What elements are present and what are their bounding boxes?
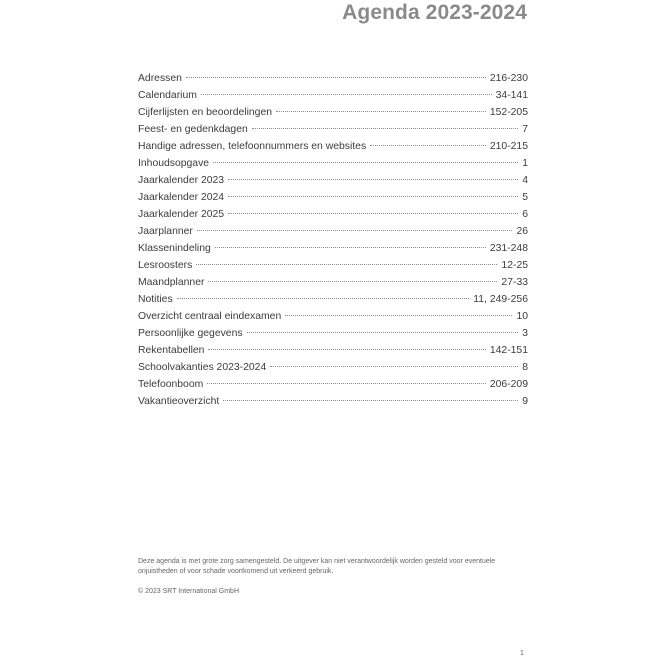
toc-entry-label: Jaarkalender 2023 bbox=[138, 175, 225, 186]
toc-entry-pages: 27-33 bbox=[501, 277, 528, 288]
toc-entry-pages: 1 bbox=[522, 158, 528, 169]
dot-leader bbox=[228, 196, 518, 197]
toc-entry-pages: 12-25 bbox=[501, 260, 528, 271]
toc-entry bbox=[138, 274, 528, 291]
toc-entry bbox=[138, 257, 528, 274]
toc-entry bbox=[138, 393, 528, 410]
page-title: Agenda 2023-2024 bbox=[342, 1, 527, 24]
dot-leader bbox=[177, 298, 470, 299]
toc-entry-pages: 6 bbox=[522, 209, 528, 220]
toc-entry-label: Adressen bbox=[138, 73, 182, 84]
toc-entry bbox=[138, 206, 528, 223]
toc-entry-pages: 206-209 bbox=[489, 379, 528, 390]
toc-entry-label: Calendarium bbox=[138, 90, 197, 101]
dot-leader bbox=[276, 111, 486, 112]
copyright-text: © 2023 SRT International GmbH bbox=[138, 588, 240, 595]
toc-entry-pages: 231-248 bbox=[489, 243, 528, 254]
toc-entry-pages: 9 bbox=[522, 396, 528, 407]
toc-entry-pages: 34-141 bbox=[495, 90, 528, 101]
toc-entry-label: Jaarplanner bbox=[138, 226, 193, 237]
dot-leader bbox=[252, 128, 518, 129]
dot-leader bbox=[208, 349, 485, 350]
toc-entry-label: Klassenindeling bbox=[138, 243, 211, 254]
toc-entry-label: Jaarkalender 2024 bbox=[138, 192, 225, 203]
toc-entry-pages: 142-151 bbox=[489, 345, 528, 356]
toc-entry-label: Handige adressen, telefoonnummers en websites bbox=[138, 141, 367, 152]
dot-leader bbox=[215, 247, 486, 248]
toc-entry bbox=[138, 359, 528, 376]
table-of-contents bbox=[138, 70, 528, 410]
toc-entry-label: Inhoudsopgave bbox=[138, 158, 210, 169]
toc-entry bbox=[138, 240, 528, 257]
toc-entry bbox=[138, 155, 528, 172]
toc-entry bbox=[138, 121, 528, 138]
dot-leader bbox=[223, 400, 518, 401]
toc-entry-label: Rekentabellen bbox=[138, 345, 205, 356]
toc-entry bbox=[138, 223, 528, 240]
toc-entry-pages: 3 bbox=[522, 328, 528, 339]
page-number: 1 bbox=[520, 650, 524, 657]
toc-entry-pages: 152-205 bbox=[489, 107, 528, 118]
dot-leader bbox=[228, 213, 518, 214]
dot-leader bbox=[247, 332, 519, 333]
toc-entry-pages: 7 bbox=[522, 124, 528, 135]
toc-entry bbox=[138, 308, 528, 325]
dot-leader bbox=[370, 145, 486, 146]
toc-entry-label: Jaarkalender 2025 bbox=[138, 209, 225, 220]
toc-entry-pages: 5 bbox=[522, 192, 528, 203]
toc-entry-pages: 216-230 bbox=[489, 73, 528, 84]
toc-entry bbox=[138, 70, 528, 87]
toc-entry-label: Vakantieoverzicht bbox=[138, 396, 220, 407]
toc-entry bbox=[138, 87, 528, 104]
toc-entry-label: Lesroosters bbox=[138, 260, 193, 271]
toc-entry bbox=[138, 325, 528, 342]
toc-entry bbox=[138, 138, 528, 155]
toc-entry-pages: 210-215 bbox=[489, 141, 528, 152]
toc-entry-pages: 8 bbox=[522, 362, 528, 373]
dot-leader bbox=[213, 162, 518, 163]
toc-entry bbox=[138, 104, 528, 121]
toc-entry-pages: 10 bbox=[516, 311, 528, 322]
toc-entry bbox=[138, 291, 528, 308]
toc-entry-label: Maandplanner bbox=[138, 277, 205, 288]
toc-entry bbox=[138, 376, 528, 393]
toc-entry-label: Schoolvakanties 2023-2024 bbox=[138, 362, 267, 373]
dot-leader bbox=[208, 281, 497, 282]
disclaimer-text: Deze agenda is met grote zorg samengesteld. De uitgever kan niet verantwoordelijk worden gesteld voor eventuele onjuistheden of voor schade voortkomend uit verkeerd gebruik. bbox=[138, 558, 496, 575]
toc-entry-label: Feest- en gedenkdagen bbox=[138, 124, 248, 135]
toc-entry bbox=[138, 189, 528, 206]
toc-entry-label: Notities bbox=[138, 294, 173, 305]
toc-entry-label: Cijferlijsten en beoordelingen bbox=[138, 107, 273, 118]
dot-leader bbox=[196, 264, 497, 265]
dot-leader bbox=[228, 179, 518, 180]
dot-leader bbox=[201, 94, 492, 95]
toc-entry bbox=[138, 172, 528, 189]
toc-entry-label: Persoonlijke gegevens bbox=[138, 328, 243, 339]
toc-entry-label: Telefoonboom bbox=[138, 379, 204, 390]
dot-leader bbox=[197, 230, 513, 231]
dot-leader bbox=[270, 366, 518, 367]
toc-entry-pages: 11, 249-256 bbox=[473, 294, 528, 305]
toc-entry-pages: 26 bbox=[516, 226, 528, 237]
toc-entry-pages: 4 bbox=[522, 175, 528, 186]
toc-entry bbox=[138, 342, 528, 359]
dot-leader bbox=[285, 315, 512, 316]
dot-leader bbox=[207, 383, 486, 384]
toc-entry-label: Overzicht centraal eindexamen bbox=[138, 311, 282, 322]
dot-leader bbox=[186, 77, 486, 78]
